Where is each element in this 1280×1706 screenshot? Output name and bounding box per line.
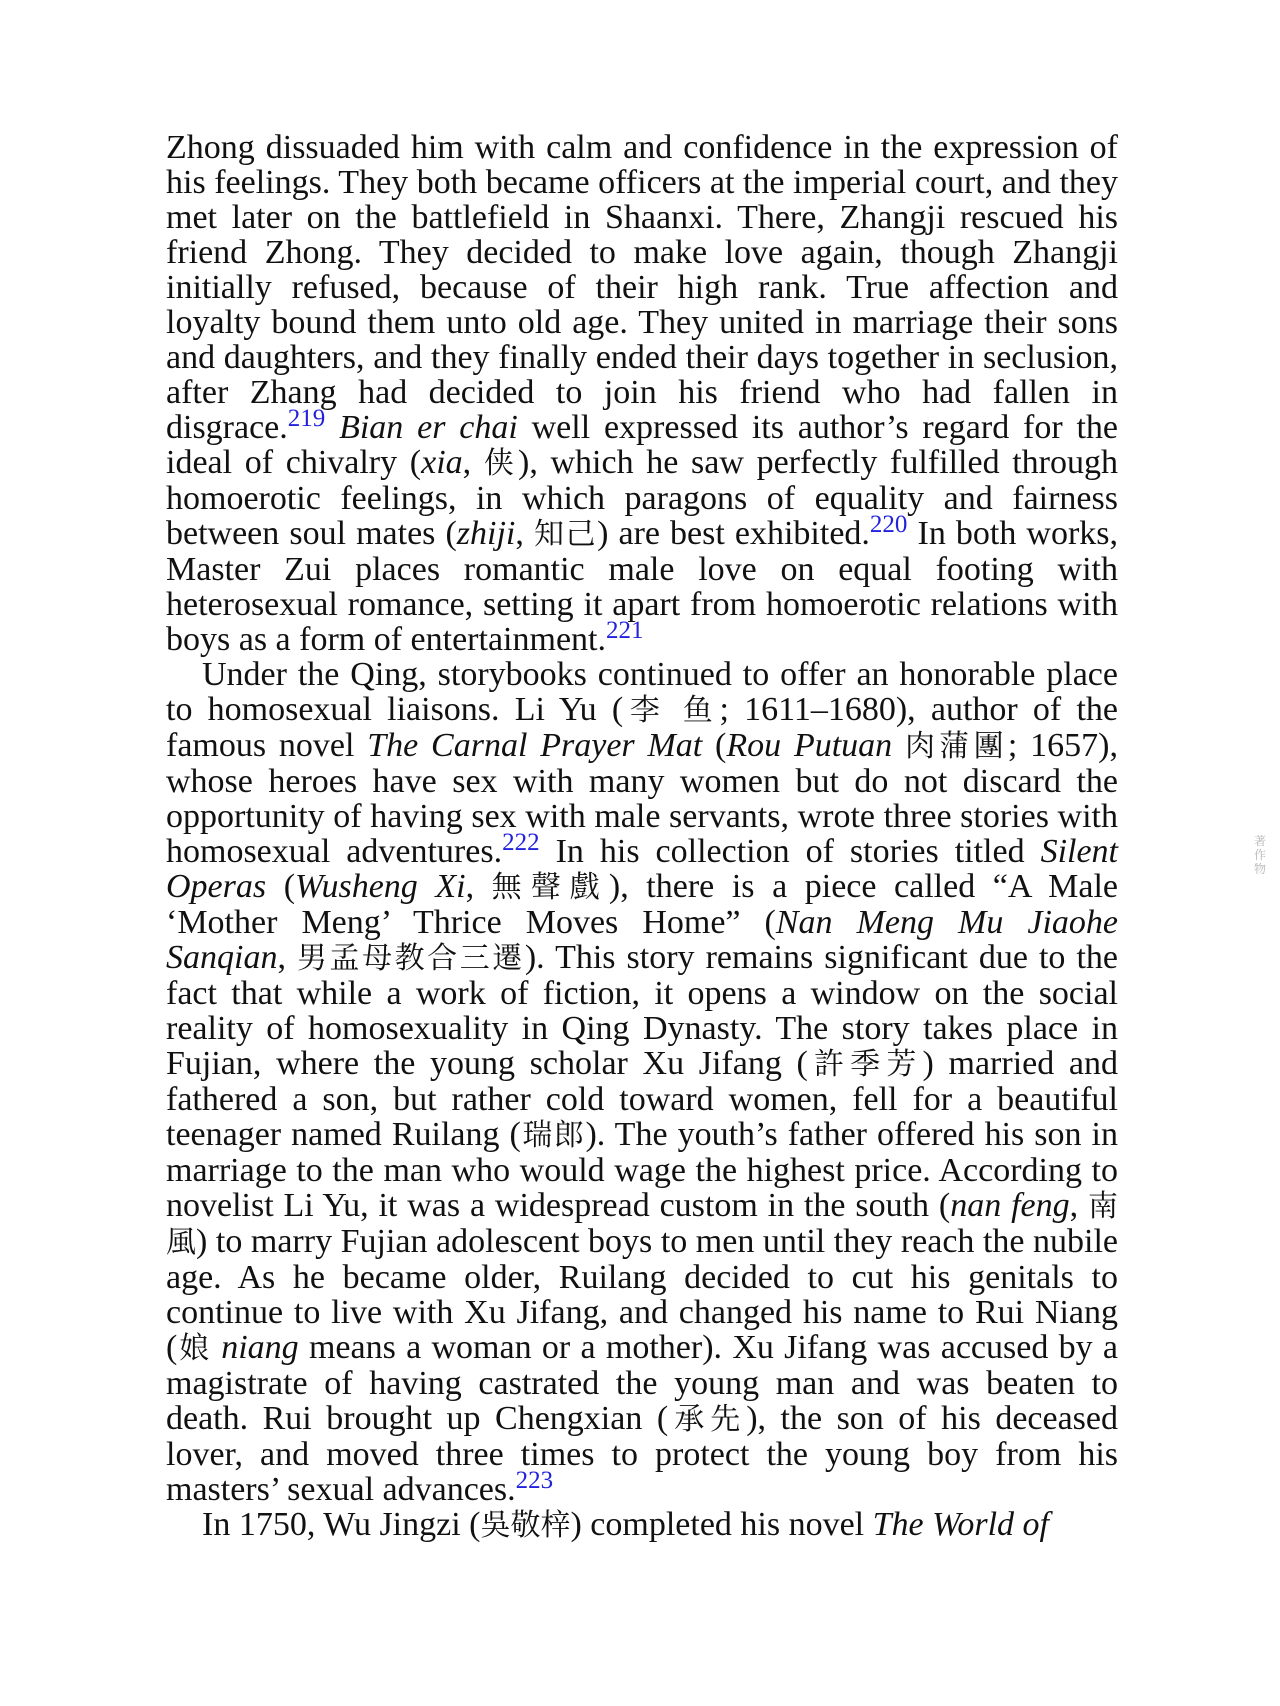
chinese-nan-meng-mu: 男孟母教合三遷 [297, 941, 525, 976]
footnote-link-223[interactable]: 223 [515, 1467, 554, 1494]
footnote-ref-219[interactable] [288, 405, 326, 432]
chinese-chengxian: 承先 [668, 1402, 747, 1437]
chinese-xu-jifang: 許季芳 [807, 1047, 923, 1082]
footnote-link-221[interactable]: 221 [605, 617, 644, 644]
paragraph-1: Zhong dissuaded him with calm and confidence in the expression of his feelings. They both became officers at the imperial court, and they met later on the battlefield in Shaanxi. There, Zhangji rescued his friend Zhong. They decided to make love again, though Zhangji initially refused, because of their high rank. True affection and loyalty bound them unto old age. They united in marriage their sons and daughters, and they finally ended their days together in seclusion, after Zhang had decided to join his friend who had fallen in disgrace.$^{219}$ Bian er chai well expressed its author’s regard for the ideal of chivalry (xia, 侠), which he saw perfectly fulfilled through homoerotic feelings, in which paragons of equality and fairness between soul mates (zhiji, 知己) are best exhibited.$^{220}$ In both works, Master Zui places romantic male love on equal footing with heterosexual romance, setting it apart from homoerotic relations with boys as a form of entertainment.$^{221}$ [166, 129, 1119, 658]
chinese-zhiji: 知己 [533, 517, 598, 552]
footnote-link-220[interactable]: 220 [869, 511, 908, 538]
chinese-li-yu: 李 鱼 [623, 693, 720, 728]
paragraph-2: Under the Qing, storybooks continued to offer an honorable place to homosexual liaisons. Li Yu (李 鱼; 1611–1680), author of the famous novel The Carnal Prayer Mat (Rou Putuan 肉蒲團; 1657), whose heroes have sex with many women but do not discard the opportunity of having sex with male servants, wrote three stories with homosexual adventures.$^{222}$ In his collection of stories titled Silent Operas (Wusheng Xi, 無聲戲), there is a piece called “A Male ‘Mother Meng’ Thrice Moves Home” (Nan Meng Mu Jiaohe Sanqian, 男孟母教合三遷). This story remains significant due to the fact that while a work of fiction, it opens a window on the social reality of homosexuality in Qing Dynasty. The story takes place in Fujian, where the young scholar Xu Jifang (許季芳) married and fathered a son, but rather cold toward women, fell for a beautiful teenager named Ruilang (瑞郎). The youth’s father offered his son in marriage to the man who would wage the highest price. According to novelist Li Yu, it was a widespread custom in the south (nan feng, 南風) to marry Fujian adolescent boys to men until they reach the nubile age. As he became older, Ruilang decided to cut his genitals to continue to live with Xu Jifang, and changed his name to Rui Niang (娘 niang means a woman or a mother). Xu Jifang was accused by a magistrate of having castrated the young man and was beaten to death. Rui brought up Chengxian (承先), the son of his deceased lover, and moved three times to protect the young boy from his masters’ sexual advances.$^{223}$ [166, 656, 1119, 1508]
title-world-of: The World of [872, 1506, 1049, 1543]
term-nan-feng: nan feng [950, 1187, 1070, 1224]
chinese-xia: 侠 [483, 446, 519, 481]
title-nan-meng-mu: Nan Meng Mu Jiaohe Sanqian [166, 904, 1118, 976]
term-niang: niang [221, 1329, 299, 1366]
term-zhiji: zhiji [456, 515, 516, 552]
chinese-ruilang: 瑞郎 [520, 1118, 586, 1153]
chinese-rou-putuan: 肉蒲團 [904, 729, 1008, 764]
title-rou-putuan: Rou Putuan [726, 727, 893, 764]
title-silent-operas: Silent Operas [166, 833, 1118, 905]
paragraph-1-text: Zhong dissuaded him with calm and confidence in the expression of his feelings. They both became officers at the imperial court, and they met later on the battlefield in Shaanxi. There, Zhangji rescued his friend Zhong. They decided to make love again, though Zhangji initially refused, because of their high rank. True affection and loyalty bound them unto old age. They united in marriage their sons and daughters, and they finally ended their days together in seclusion, after Zhang had decided to join his friend who had fallen in disgrace. [166, 129, 1118, 446]
copyright-watermark: 著作物 [1254, 834, 1267, 876]
title-wusheng-xi: Wusheng Xi [295, 868, 466, 905]
term-xia: xia [421, 444, 463, 481]
chinese-wusheng-xi: 無聲戲 [491, 870, 609, 905]
footnote-ref-223[interactable] [516, 1467, 554, 1494]
footnote-ref-222[interactable] [502, 829, 540, 856]
paragraph-3: In 1750, Wu Jingzi (吳敬梓) completed his novel The World of [202, 1506, 1049, 1543]
footnote-link-219[interactable]: 219 [287, 405, 326, 432]
title-bian-er-chai: Bian er chai [339, 409, 518, 446]
chinese-nan-feng: 南風 [166, 1189, 1118, 1260]
footnote-ref-220[interactable] [870, 511, 908, 538]
title-carnal-prayer-mat: The Carnal Prayer Mat [367, 727, 703, 764]
page-body [166, 130, 1118, 1543]
footnote-ref-221[interactable] [606, 617, 644, 644]
chinese-wu-jingzi: 吳敬梓 [480, 1508, 571, 1543]
chinese-niang: 娘 [177, 1331, 211, 1366]
footnote-link-222[interactable]: 222 [502, 829, 540, 856]
